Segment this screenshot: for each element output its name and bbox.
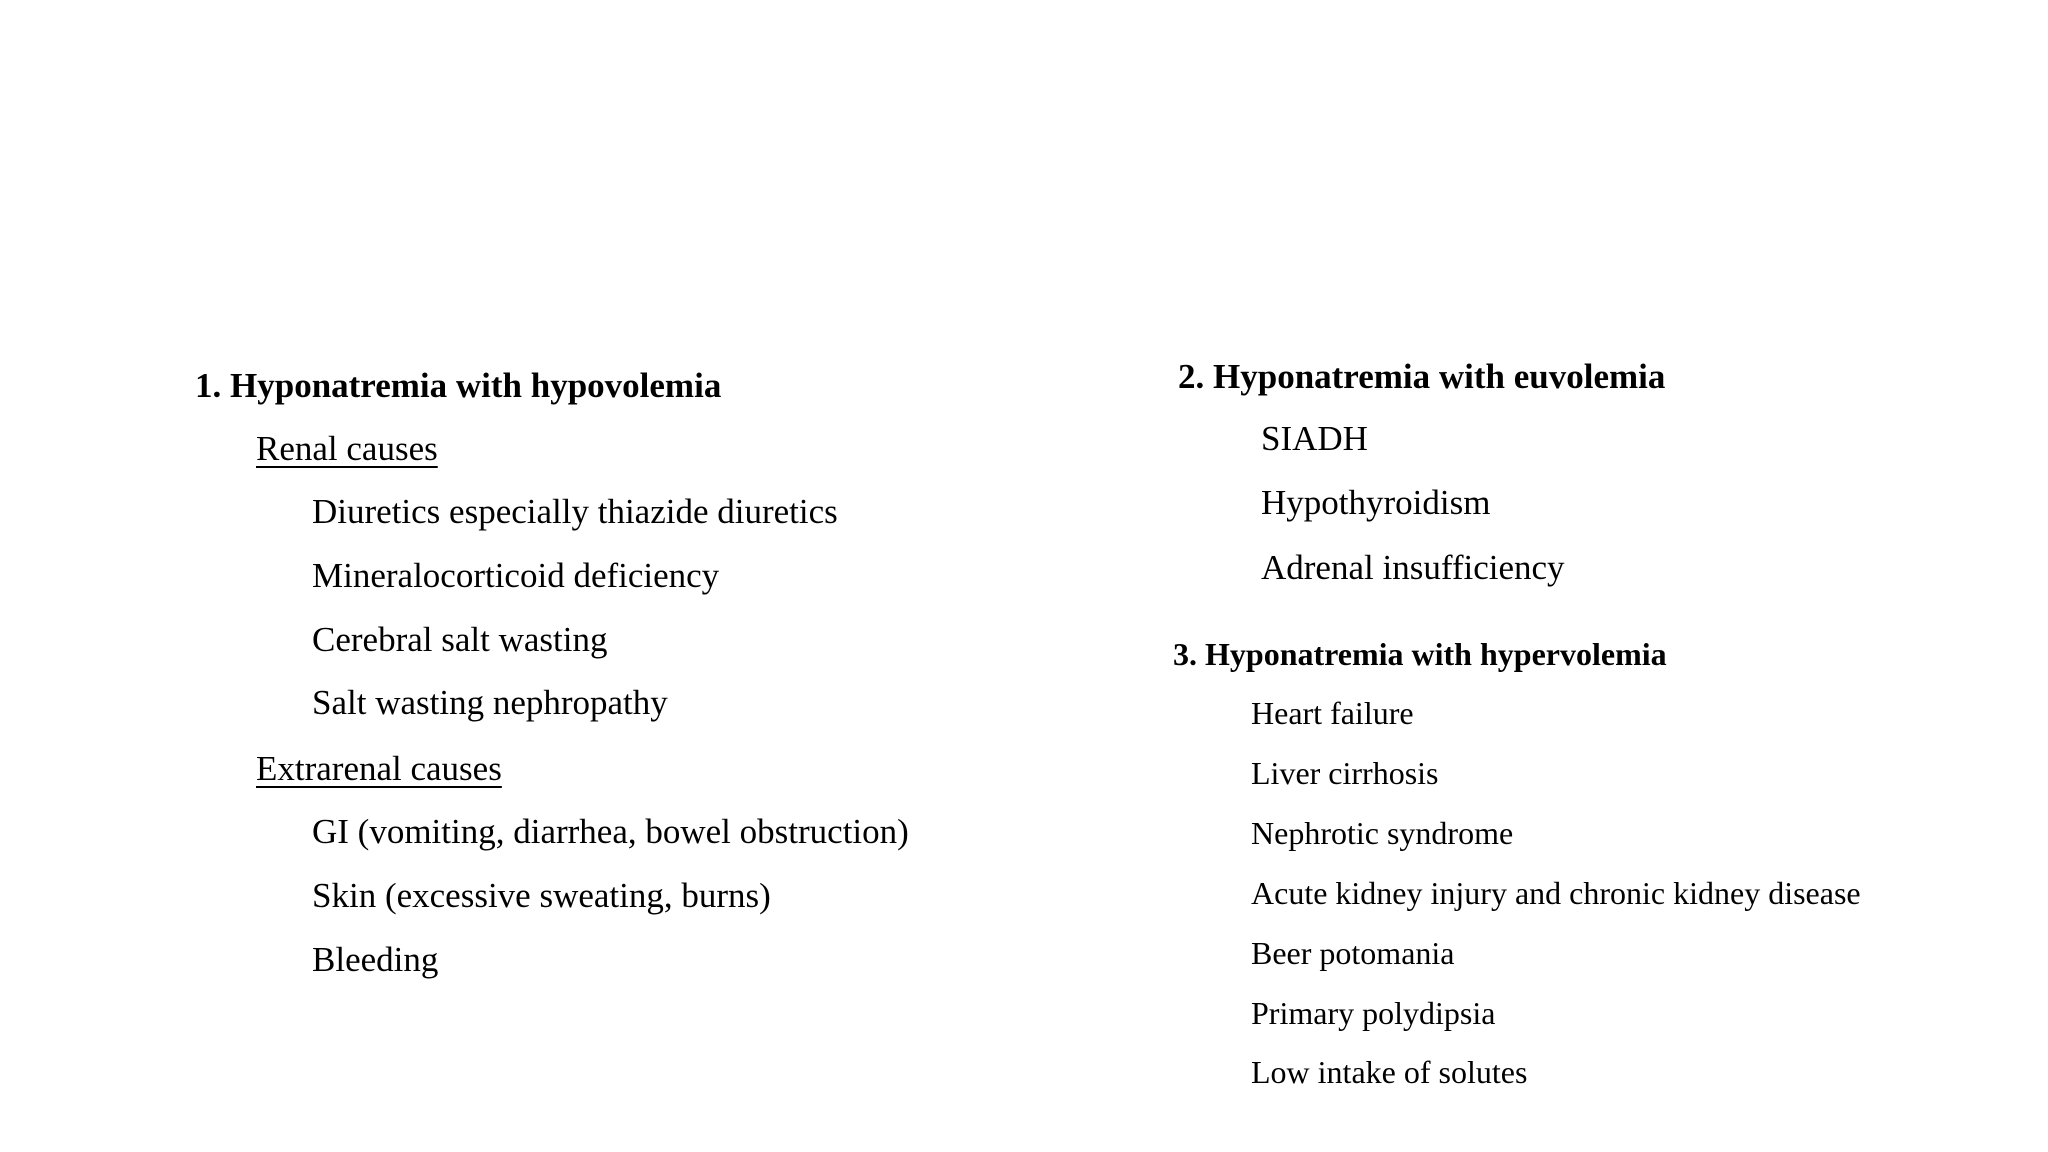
list-item: Beer potomania bbox=[1251, 935, 1455, 971]
section-heading-hypervolemia: 3. Hyponatremia with hypervolemia bbox=[1173, 636, 1667, 672]
list-item: Hypothyroidism bbox=[1261, 483, 1491, 522]
list-item: Salt wasting nephropathy bbox=[312, 683, 668, 722]
list-item: Skin (excessive sweating, burns) bbox=[312, 876, 771, 915]
list-item: Liver cirrhosis bbox=[1251, 755, 1439, 791]
section-heading-hypovolemia: 1. Hyponatremia with hypovolemia bbox=[195, 366, 722, 405]
list-item: Acute kidney injury and chronic kidney disease bbox=[1251, 875, 1861, 911]
subheading-renal-causes: Renal causes bbox=[256, 429, 438, 468]
list-item: Diuretics especially thiazide diuretics bbox=[312, 492, 838, 531]
list-item: Low intake of solutes bbox=[1251, 1054, 1528, 1090]
list-item: Adrenal insufficiency bbox=[1261, 548, 1565, 587]
section-heading-euvolemia: 2. Hyponatremia with euvolemia bbox=[1178, 357, 1666, 396]
list-item: Nephrotic syndrome bbox=[1251, 815, 1514, 851]
list-item: Heart failure bbox=[1251, 695, 1414, 731]
list-item: Mineralocorticoid deficiency bbox=[312, 556, 720, 595]
list-item: Primary polydipsia bbox=[1251, 995, 1496, 1031]
subheading-extrarenal-causes: Extrarenal causes bbox=[256, 749, 502, 788]
list-item: GI (vomiting, diarrhea, bowel obstruction) bbox=[312, 812, 909, 851]
list-item: Cerebral salt wasting bbox=[312, 620, 608, 659]
list-item: SIADH bbox=[1261, 419, 1368, 458]
list-item: Bleeding bbox=[312, 940, 439, 979]
